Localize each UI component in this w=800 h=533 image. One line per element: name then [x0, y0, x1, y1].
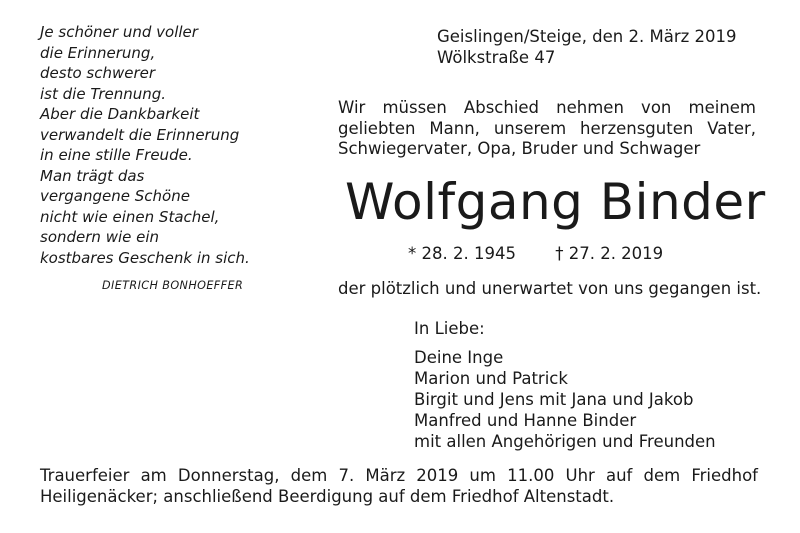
intro-line: Schwiegervater, Opa, Bruder und Schwager: [338, 139, 701, 158]
poem-line: Je schöner und voller: [40, 23, 198, 41]
mourner-entry: Deine Inge: [414, 348, 504, 367]
address-line: Wölkstraße 47: [437, 48, 556, 67]
mourner-entry: Manfred und Hanne Binder: [414, 411, 637, 430]
mourner-entry: Birgit und Jens mit Jana und Jakob: [414, 390, 694, 409]
deceased-name: Wolfgang Binder: [345, 173, 766, 231]
death-date: † 27. 2. 2019: [555, 244, 664, 263]
poem-line: verwandelt die Erinnerung: [40, 125, 240, 144]
place-date-line: Geislingen/Steige, den 2. März 2019: [437, 27, 737, 46]
poem-line: ist die Trennung.: [40, 84, 167, 103]
poem: [40, 22, 320, 268]
funeral-line: Trauerfeier am Donnerstag, dem 7. März 2019 um 11.00 Uhr auf dem Friedhof: [40, 466, 758, 485]
intro-line: Wir müssen Abschied nehmen von meinem: [338, 98, 756, 117]
sudden-death-text: der plötzlich und unerwartet von uns gegangen ist.: [338, 279, 762, 298]
poem-line: nicht wie einen Stachel,: [40, 207, 220, 226]
poem-line: Aber die Dankbarkeit: [40, 105, 200, 123]
place-date: [437, 26, 737, 68]
birth-date: * 28. 2. 1945: [408, 244, 516, 263]
intro-text: [338, 98, 756, 160]
funeral-line: Heiligenäcker; anschließend Beerdigung auf dem Friedhof Altenstadt.: [40, 487, 615, 506]
mourners-label: In Liebe:: [414, 319, 485, 338]
mourners-list: [414, 318, 716, 452]
mourner-entry: Marion und Patrick: [414, 369, 568, 388]
poem-line: desto schwerer: [40, 64, 156, 82]
life-dates: [408, 244, 663, 263]
poem-line: sondern wie ein: [40, 228, 160, 246]
poem-line: Man trägt das: [40, 166, 145, 185]
mourner-entry: mit allen Angehörigen und Freunden: [414, 432, 716, 451]
poem-line: vergangene Schöne: [40, 187, 190, 205]
poem-author: DIETRICH BONHOEFFER: [102, 279, 244, 292]
poem-line: die Erinnerung,: [40, 43, 156, 62]
intro-line: geliebten Mann, unserem herzensguten Vater,: [338, 118, 756, 138]
poem-line: in eine stille Freude.: [40, 146, 193, 164]
funeral-info: [40, 465, 760, 507]
poem-line: kostbares Geschenk in sich.: [40, 248, 250, 267]
